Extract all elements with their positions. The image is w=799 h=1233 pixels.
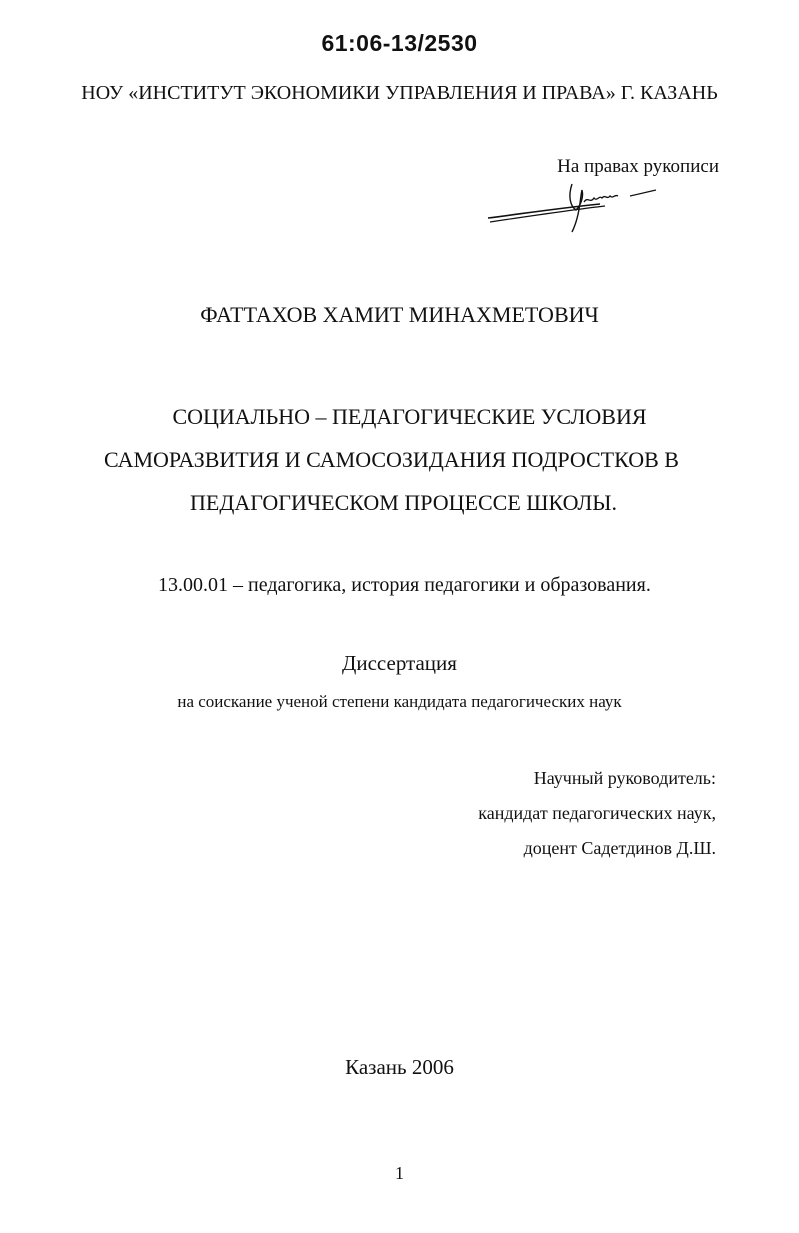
dissertation-title-line-2: САМОРАЗВИТИЯ И САМОСОЗИДАНИЯ ПОДРОСТКОВ В (104, 447, 679, 472)
dissertation-title-line-1: СОЦИАЛЬНО – ПЕДАГОГИЧЕСКИЕ УСЛОВИЯ (172, 404, 647, 429)
degree-sought: на соискание ученой степени кандидата педагогических наук (177, 692, 622, 711)
supervisor-name: доцент Садетдинов Д.Ш. (523, 838, 716, 858)
author-name: ФАТТАХОВ ХАМИТ МИНАХМЕТОВИЧ (200, 302, 599, 327)
dissertation-title-line-3: ПЕДАГОГИЧЕСКОМ ПРОЦЕССЕ ШКОЛЫ. (190, 490, 617, 515)
page-number: 1 (395, 1163, 404, 1183)
specialty-code: 13.00.01 – педагогика, история педагогики и образования. (158, 574, 651, 596)
manuscript-rights-note: На правах рукописи (557, 156, 719, 177)
institution-name: НОУ «ИНСТИТУТ ЭКОНОМИКИ УПРАВЛЕНИЯ И ПРАВА» Г. КАЗАНЬ (81, 82, 718, 104)
catalog-number: 61:06-13/2530 (321, 30, 478, 56)
supervisor-degree: кандидат педагогических наук, (478, 803, 716, 823)
city-year: Казань 2006 (345, 1055, 454, 1079)
dissertation-type: Диссертация (342, 651, 457, 675)
handwritten-signature (480, 176, 670, 236)
supervisor-label: Научный руководитель: (533, 768, 716, 788)
